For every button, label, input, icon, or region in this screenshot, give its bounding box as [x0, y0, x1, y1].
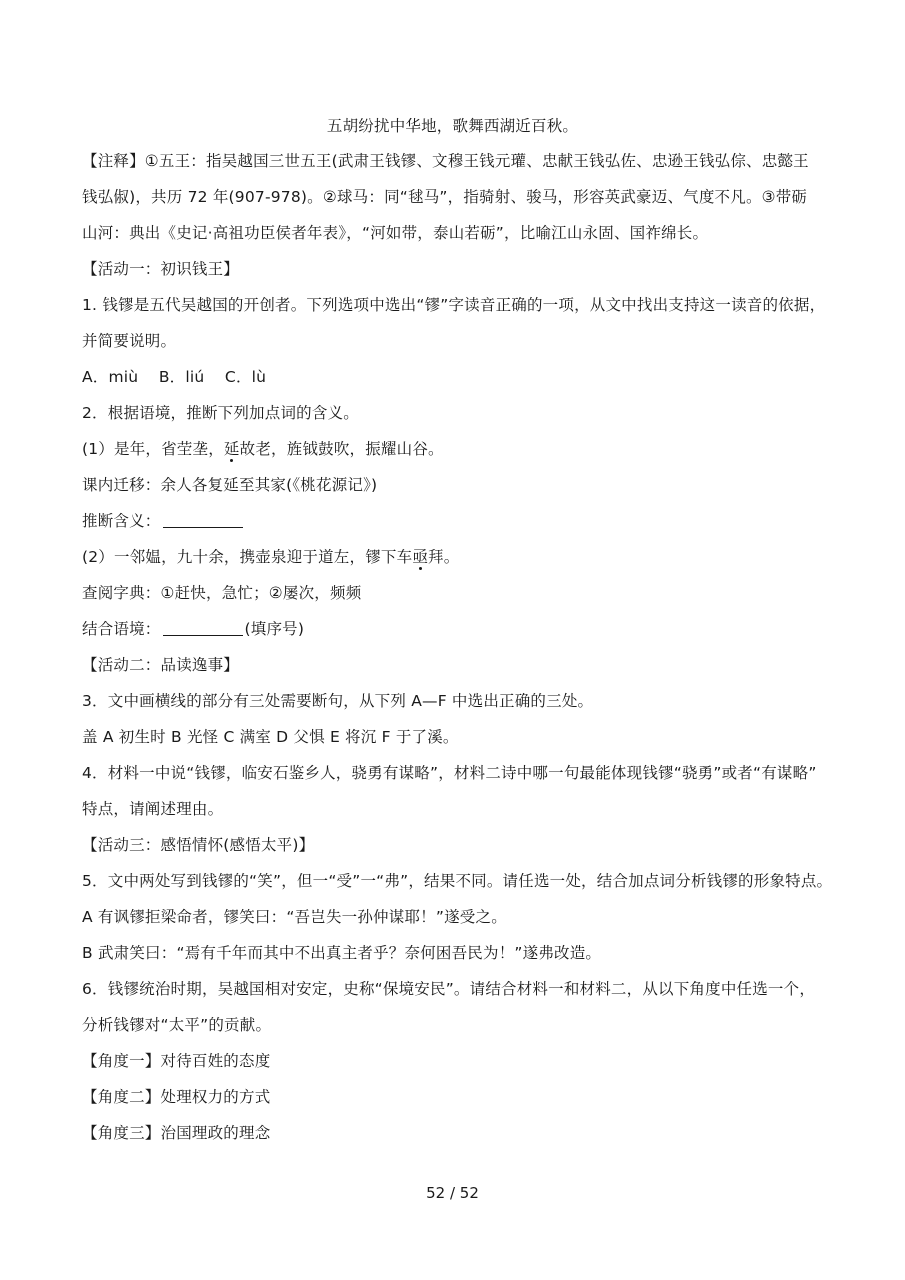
notes-line-2: 钱弘俶)，共历 72 年(907-978)。②球马：同“毬马”，指骑射、骏马，形容英武豪迈、气度不凡。③带砺	[82, 188, 808, 206]
q1-options: A．miù B．liú C．lù	[82, 368, 267, 386]
q1-line-2: 并简要说明。	[82, 332, 177, 350]
q3-text: 盖 A 初生时 B 光怪 C 满室 D 父惧 E 将沉 F 于了溪。	[82, 728, 459, 746]
q6-line-2: 分析钱镠对“太平”的贡献。	[82, 1016, 272, 1034]
q5-stem: 5．文中两处写到钱镠的“笑”，但一“受”一“弗”，结果不同。请任选一处，结合加点词分析钱镠的形象特点。	[82, 872, 833, 890]
poem-line: 五胡纷扰中华地，歌舞西湖近百秋。	[326, 117, 579, 135]
q2-part1-before: (1）是年，省茔垄，	[82, 440, 224, 458]
activity2-heading: 【活动二：品读逸事】	[82, 656, 240, 674]
q2-part1	[82, 438, 842, 460]
q2-part2-dotted-word: 亟	[412, 548, 429, 566]
q2-part1-dotted-word: 延	[223, 440, 240, 458]
q4-line-1: 4．材料一中说“钱镠，临安石鉴乡人，骁勇有谋略”，材料二诗中哪一句最能体现钱镠“骁勇”或者“有谋略”	[82, 764, 817, 782]
q2-transfer: 课内迁移：余人各复延至其家(《桃花源记》)	[82, 476, 378, 494]
activity3-heading: 【活动三：感悟情怀(感悟太平)】	[82, 836, 315, 854]
q6-angle-2: 【角度二】处理权力的方式	[82, 1088, 271, 1106]
q2-context	[82, 618, 842, 640]
q2-part1-after: 故老，旌钺鼓吹，振耀山谷。	[239, 440, 444, 458]
q2-dict: 查阅字典：①赶快，急忙；②屡次，频频	[82, 584, 362, 602]
q2-context-label: 结合语境：	[82, 620, 161, 638]
q2-infer-blank	[163, 511, 243, 528]
notes-line-3: 山河：典出《史记·高祖功臣侯者年表》，“河如带，泰山若砺”，比喻江山永固、国祚绵长。	[82, 224, 709, 242]
q4-line-2: 特点，请阐述理由。	[82, 800, 224, 818]
q5-option-a: A 有讽镠拒梁命者，镠笑曰：“吾岂失一孙仲谋耶！”遂受之。	[82, 908, 507, 926]
q2-part2-before: (2）一邻媪，九十余，携壶泉迎于道左，镠下车	[82, 548, 413, 566]
q1-line-1: 1. 钱镠是五代吴越国的开创者。下列选项中选出“镠”字读音正确的一项，从文中找出支持这一读音的依据，	[82, 296, 826, 314]
q2-stem: 2．根据语境，推断下列加点词的含义。	[82, 404, 359, 422]
q6-angle-1: 【角度一】对待百姓的态度	[82, 1052, 271, 1070]
q2-part2	[82, 546, 842, 568]
page-number: 52 / 52	[426, 1184, 479, 1202]
q5-option-b: B 武肃笑曰：“焉有千年而其中不出真主者乎？奈何困吾民为！”遂弗改造。	[82, 944, 602, 962]
q2-infer	[82, 510, 842, 532]
q2-context-blank	[163, 619, 243, 636]
q6-line-1: 6．钱镠统治时期，吴越国相对安定，史称“保境安民”。请结合材料一和材料二，从以下角度中任选一个，	[82, 980, 816, 998]
activity1-heading: 【活动一：初识钱王】	[82, 260, 240, 278]
q2-infer-label: 推断含义：	[82, 512, 161, 530]
q3-stem: 3．文中画横线的部分有三处需要断句，从下列 A—F 中选出正确的三处。	[82, 692, 594, 710]
q2-part2-after: 拜。	[428, 548, 460, 566]
notes-line-1: 【注释】①五王：指吴越国三世五王(武肃王钱镠、文穆王钱元瓘、忠献王钱弘佐、忠逊王钱弘倧、忠懿王	[82, 152, 809, 170]
q6-angle-3: 【角度三】治国理政的理念	[82, 1124, 271, 1142]
q2-context-note: (填序号)	[244, 620, 305, 638]
